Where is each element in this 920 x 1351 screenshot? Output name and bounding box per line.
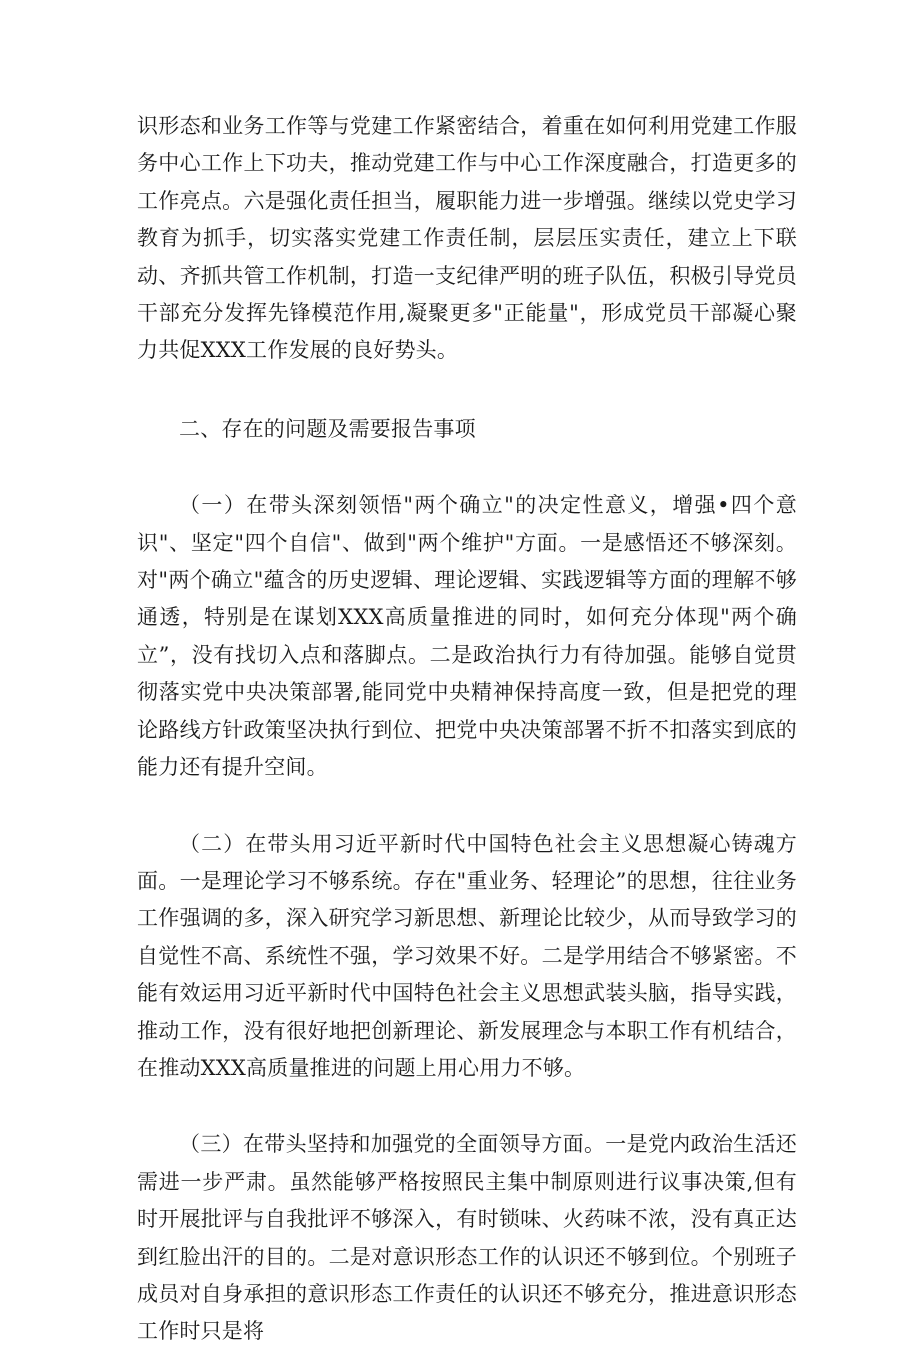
paragraph-item-1: （一）在带头深刻领悟"两个确立"的决定性意义，增强•四个意识"、坚定"四个自信"、做到"两个维护"方面。一是感悟还不够深刻。对"两个确立"蕴含的历史逻辑、理论逻辑、实践逻辑等方面的理解不够通透，特别是在谋划XXX高质量推进的同时，如何充分体现"两个确立”，没有找切入点和落脚点。二是政治执行力有待加强。能够自觉贯彻落实党中央决策部署,能同党中央精神保持高度一致，但是把党的理论路线方针政策坚决执行到位、把党中央决策部署不折不扣落实到底的能力还有提升空间。 <box>137 493 797 780</box>
document-body <box>137 108 797 1351</box>
paragraph-item-2: （二）在带头用习近平新时代中国特色社会主义思想凝心铸魂方面。一是理论学习不够系统。存在"重业务、轻理论”的思想，往往业务工作强调的多，深入研究学习新思想、新理论比较少，从而导致学习的自觉性不高、系统性不强，学习效果不好。二是学用结合不够紧密。不能有效运用习近平新时代中国特色社会主义思想武装头脑，指导实践，推动工作，没有很好地把创新理论、新发展理念与本职工作有机结合，在推动XXX高质量推进的问题上用心用力不够。 <box>137 831 797 1080</box>
paragraph-item-3: （三）在带头坚持和加强党的全面领导方面。一是党内政治生活还需进一步严肃。虽然能够严格按照民主集中制原则进行议事决策,但有时开展批评与自我批评不够深入，有时锁味、火药味不浓，没有真正达到红脸出汗的目的。二是对意识形态工作的认识还不够到位。个别班子成员对自身承担的意识形态工作责任的认识还不够充分，推进意识形态工作时只是将 <box>137 1132 797 1344</box>
paragraph-continuation: 识形态和业务工作等与党建工作紧密结合，着重在如何利用党建工作服务中心工作上下功夫，推动党建工作与中心工作深度融合，打造更多的工作亮点。六是强化责任担当，履职能力进一步增强。继续以党史学习教育为抓手，切实落实党建工作责任制，层层压实责任，建立上下联动、齐抓共管工作机制，打造一支纪律严明的班子队伍，积极引导党员干部充分发挥先锋模范作用,凝聚更多"正能量"，形成党员干部凝心聚力共促XXX工作发展的良好势头。 <box>137 114 797 363</box>
section-heading: 二、存在的问题及需要报告事项 <box>179 416 476 441</box>
